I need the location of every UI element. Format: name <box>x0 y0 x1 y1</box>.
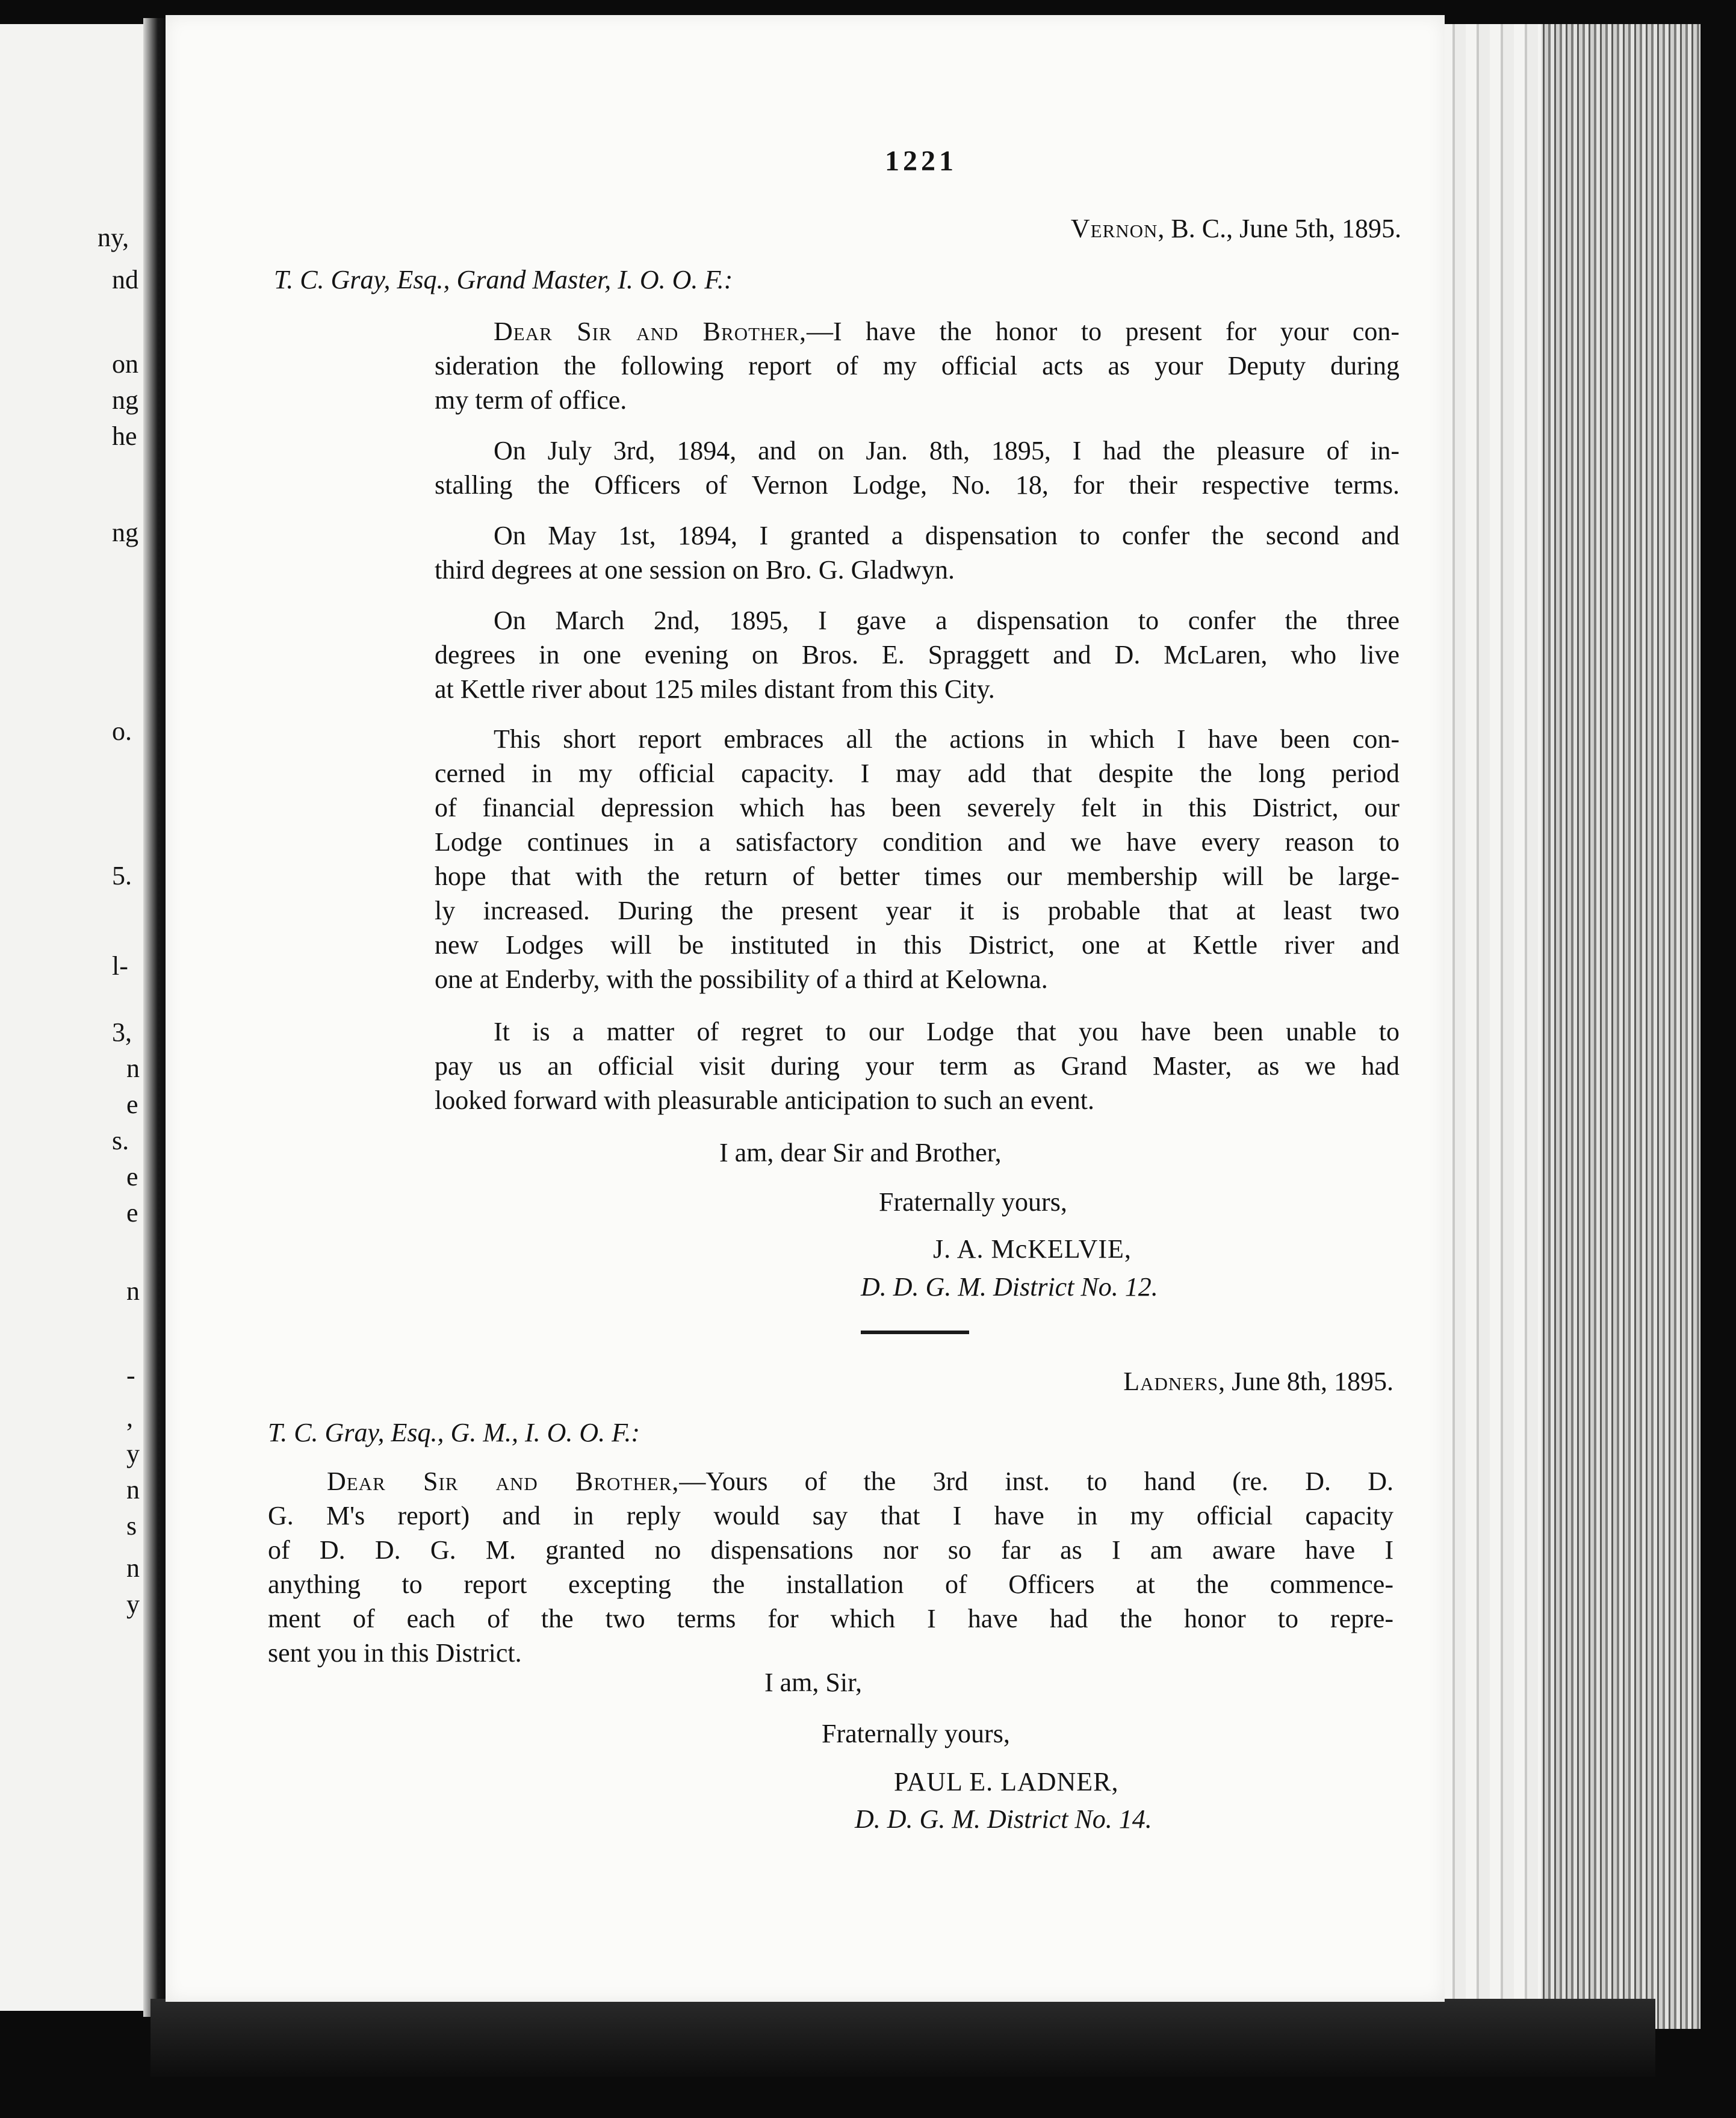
text-line: one at Enderby, with the possibility of a third at Kelowna. <box>435 964 1048 994</box>
facing-page-fragment: ng <box>112 518 138 547</box>
letter2-dateline <box>767 1367 1393 1397</box>
text-line: ment of each of the two terms for which I have had the honor to repre- <box>268 1604 1393 1633</box>
text-line: hope that with the return of better times our membership will be large- <box>435 862 1400 891</box>
facing-page-fragment: s <box>126 1511 137 1541</box>
letter1-date: , B. C., June 5th, 1895. <box>1158 214 1401 243</box>
text-line: Dear Sir and Brother,—Yours of the 3rd inst. to hand (re. D. D. <box>327 1467 1393 1496</box>
text-line: cerned in my official capacity. I may add that despite the long period <box>435 759 1400 788</box>
facing-page <box>0 24 149 2011</box>
letter2-place: Ladners <box>1123 1367 1219 1396</box>
text-line: my term of office. <box>435 385 627 415</box>
letter2-signer-title: D. D. G. M. District No. 14. <box>855 1804 1152 1834</box>
facing-page-fragment: l- <box>112 951 128 981</box>
text-line: ly increased. During the present year it is probable that at least two <box>435 896 1400 925</box>
text-line: new Lodges will be instituted in this District, one at Kettle river and <box>435 930 1400 960</box>
letter1-paragraph-6 <box>435 1014 1400 1117</box>
text-line: pay us an official visit during your term as Grand Master, as we had <box>435 1051 1400 1081</box>
facing-page-fragment: 3, <box>112 1017 132 1047</box>
facing-page-fragment: - <box>126 1361 135 1390</box>
text-line: degrees in one evening on Bros. E. Spraggett and D. McLaren, who live <box>435 640 1400 669</box>
letter2-closing: I am, Sir, <box>764 1668 862 1697</box>
letter1-paragraph-3 <box>435 518 1400 587</box>
text-line: On May 1st, 1894, I granted a dispensation to confer the second and <box>494 521 1400 550</box>
facing-page-fragment: e <box>126 1090 138 1119</box>
page-number: 1221 <box>885 145 957 177</box>
letter2-date: , June 8th, 1895. <box>1218 1367 1393 1396</box>
facing-page-fragment: 5. <box>112 861 132 890</box>
letter1-paragraph-2 <box>435 433 1400 502</box>
letter1-place: Vernon <box>1070 214 1158 243</box>
text-line: of D. D. G. M. granted no dispensations nor so far as I am aware have I <box>268 1535 1393 1565</box>
letter2-signer: PAUL E. LADNER, <box>894 1767 1119 1797</box>
facing-page-fragment: ny, <box>98 223 129 252</box>
text-line: sent you in this District. <box>268 1638 522 1668</box>
text-line: It is a matter of regret to our Lodge that you have been unable to <box>494 1017 1400 1046</box>
facing-page-fragment: y <box>126 1439 140 1468</box>
letter1-closing: I am, dear Sir and Brother, <box>719 1138 1002 1167</box>
letter2-paragraph-1 <box>268 1464 1393 1670</box>
facing-page-fragment: s. <box>112 1126 129 1155</box>
letter1-paragraph-1 <box>435 314 1400 417</box>
facing-page-fragment: ng <box>112 385 138 415</box>
letter2-addressee: T. C. Gray, Esq., G. M., I. O. O. F.: <box>268 1418 640 1447</box>
text-line: On July 3rd, 1894, and on Jan. 8th, 1895, I had the pleasure of in- <box>494 436 1400 465</box>
letter2-fraternally: Fraternally yours, <box>822 1719 1010 1748</box>
letter1-fraternally: Fraternally yours, <box>879 1187 1067 1217</box>
letter1-dateline <box>767 214 1401 244</box>
text-line: anything to report excepting the installation of Officers at the commence- <box>268 1570 1393 1599</box>
facing-page-fragment: o. <box>112 716 132 746</box>
book-gutter <box>143 18 167 2017</box>
facing-page-fragment: on <box>112 349 138 379</box>
text-line: G. M's report) and in reply would say that I have in my official capacity <box>268 1501 1393 1530</box>
text-line: at Kettle river about 125 miles distant from this City. <box>435 674 995 704</box>
letter1-paragraph-4 <box>435 603 1400 706</box>
text-line: Lodge continues in a satisfactory condition and we have every reason to <box>435 827 1400 857</box>
text-line: looked forward with pleasurable anticipation to such an event. <box>435 1085 1094 1115</box>
text-line: sideration the following report of my official acts as your Deputy during <box>435 351 1400 380</box>
section-divider <box>861 1331 969 1334</box>
facing-page-fragment: y <box>126 1589 140 1619</box>
facing-page-fragment: n <box>126 1054 140 1083</box>
facing-page-fragment: he <box>112 421 137 451</box>
facing-page-fragment: nd <box>112 265 138 294</box>
letter1-salutation: Dear Sir and Brother, <box>494 317 807 346</box>
text-line: On March 2nd, 1895, I gave a dispensation to confer the three <box>494 606 1400 635</box>
letter1-paragraph-5 <box>435 722 1400 996</box>
letter1-addressee: T. C. Gray, Esq., Grand Master, I. O. O. F.: <box>274 265 733 294</box>
text-line: third degrees at one session on Bro. G. Gladwyn. <box>435 555 955 585</box>
text-line: of financial depression which has been severely felt in this District, our <box>435 793 1400 822</box>
text-line: stalling the Officers of Vernon Lodge, No. 18, for their respective terms. <box>435 470 1400 500</box>
page-edges-light <box>1442 24 1541 2005</box>
document-page <box>166 15 1445 2002</box>
text-line: Dear Sir and Brother,—I have the honor to present for your con- <box>494 317 1400 346</box>
facing-page-fragment: n <box>126 1475 140 1505</box>
facing-page-fragment: e <box>126 1162 138 1191</box>
facing-page-fragment: n <box>126 1553 140 1583</box>
facing-page-fragment: n <box>126 1276 140 1306</box>
scan-bottom-border <box>150 1999 1655 2077</box>
text-line: This short report embraces all the actions in which I have been con- <box>494 724 1400 754</box>
facing-page-fragment: , <box>126 1403 133 1432</box>
letter1-signer-title: D. D. G. M. District No. 12. <box>861 1272 1158 1302</box>
facing-page-fragment: e <box>126 1198 138 1228</box>
letter2-salutation: Dear Sir and Brother, <box>327 1467 680 1496</box>
letter1-signer: J. A. McKELVIE, <box>933 1234 1132 1264</box>
